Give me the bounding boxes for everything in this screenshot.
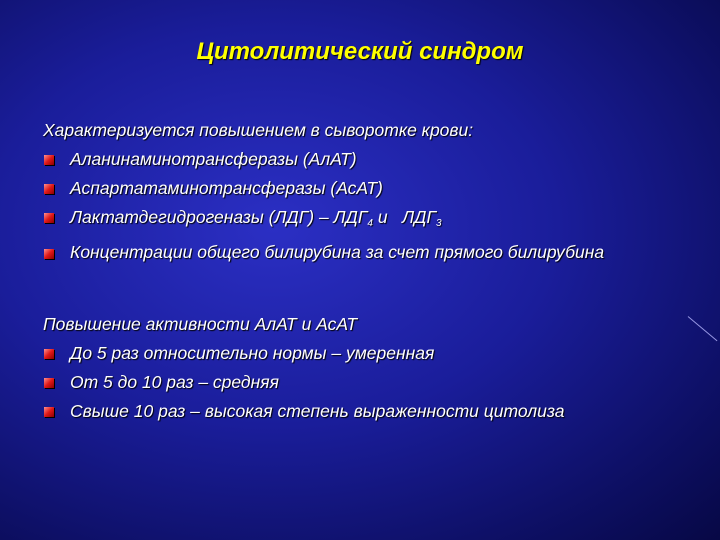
subscript-ldg3: 3 <box>436 218 442 229</box>
square-bullet-icon <box>44 249 54 259</box>
list-item-text: Аланинаминотрансферазы (АлАТ) <box>70 149 357 169</box>
square-bullet-icon <box>44 349 54 359</box>
square-bullet-icon <box>44 213 54 223</box>
list-item <box>43 145 683 174</box>
list-item-text: От 5 до 10 раз – средняя <box>70 372 279 392</box>
section-characteristics <box>43 116 683 265</box>
list-item <box>43 368 683 397</box>
list-item <box>43 203 683 238</box>
square-bullet-icon <box>44 184 54 194</box>
list-item <box>43 174 683 203</box>
slide-title: Цитолитический синдром <box>196 38 524 65</box>
list-item <box>43 238 683 265</box>
square-bullet-icon <box>44 407 54 417</box>
degree-list <box>43 339 683 426</box>
list-item-text: Аспартатаминотрансферазы (АсАТ) <box>70 178 383 198</box>
decorative-line <box>688 316 718 341</box>
list-item <box>43 339 683 368</box>
section-heading: Повышение активности АлАТ и АсАТ <box>43 314 358 334</box>
list-item-text: Свыше 10 раз – высокая степень выраженности цитолиза <box>70 401 565 421</box>
list-item-text-prefix: Лактатдегидрогеназы (ЛДГ) – ЛДГ <box>70 207 368 227</box>
square-bullet-icon <box>44 378 54 388</box>
list-item-text: До 5 раз относительно нормы – умеренная <box>70 343 435 363</box>
subscript-ldg4: 4 <box>367 218 373 229</box>
square-bullet-icon <box>44 155 54 165</box>
list-item-text: Концентрации общего билирубина за счет прямого билирубина <box>70 242 605 262</box>
section-heading: Характеризуется повышением в сыворотке крови: <box>43 120 474 140</box>
list-item-text-middle: и ЛДГ <box>372 207 436 227</box>
section-activity <box>43 310 683 426</box>
list-item <box>43 397 683 426</box>
enzyme-list <box>43 145 683 265</box>
